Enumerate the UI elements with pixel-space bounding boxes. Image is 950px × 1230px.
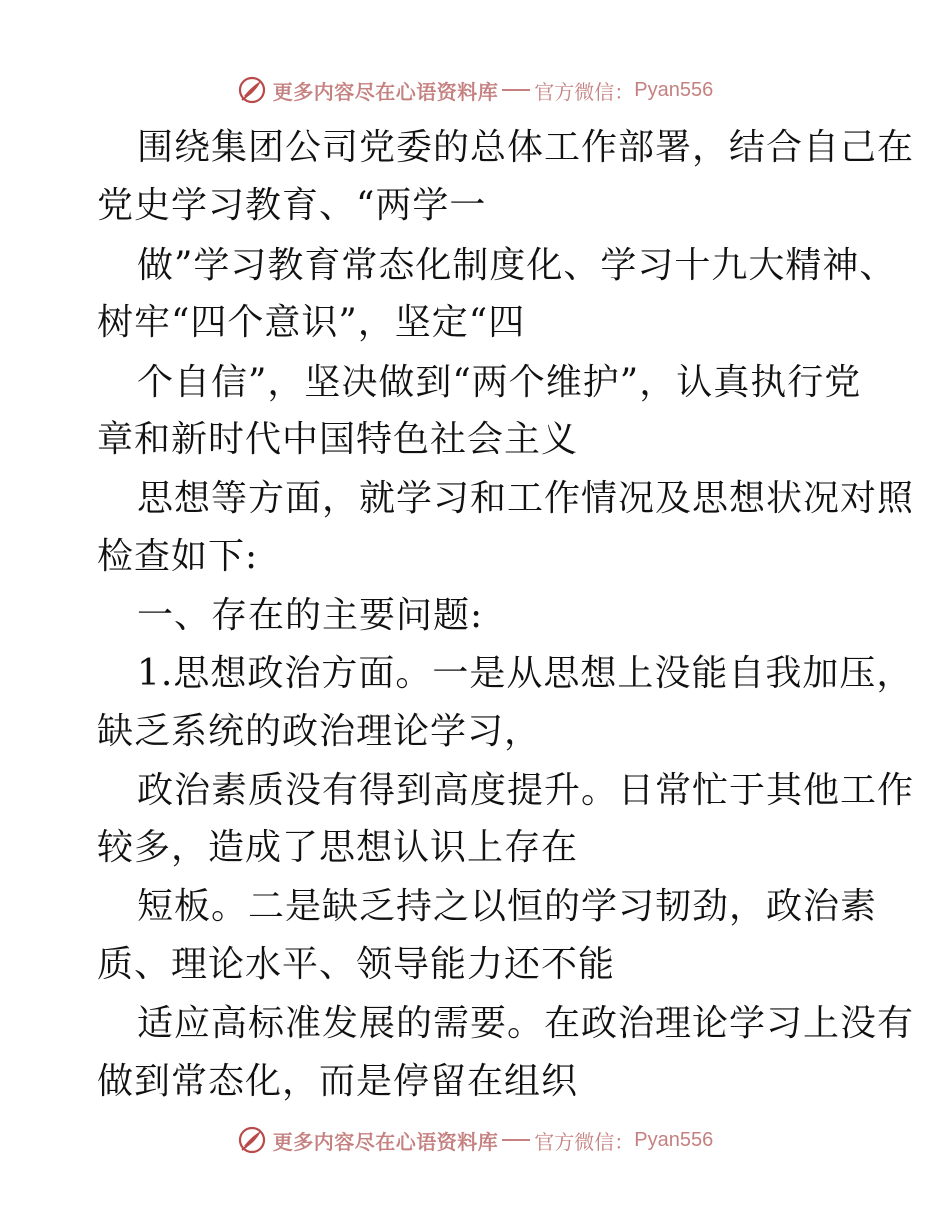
footer-banner — [0, 1122, 950, 1158]
footer-wechat-id: Pyan556 — [634, 1128, 714, 1151]
body-line-15: 质、理论水平、领导能力还不能 — [97, 944, 616, 985]
header-site-text: 更多内容尽在心语资料库 — [272, 79, 499, 104]
body-line-10: 1.思想政治方面。一是从思想上没能自我加压， — [137, 653, 914, 694]
body-line-16: 适应高标准发展的需要。在政治理论学习上没有 — [137, 1003, 915, 1044]
body-line-2: 党史学习教育、“两学一 — [97, 185, 487, 226]
footer-official-label: 官方微信： — [534, 1129, 635, 1154]
footer-site-text: 更多内容尽在心语资料库 — [272, 1129, 499, 1154]
body-line-6: 章和新时代中国特色社会主义 — [97, 419, 579, 460]
body-line-1: 围绕集团公司党委的总体工作部署，结合自己在 — [137, 127, 915, 168]
body-line-17: 做到常态化，而是停留在组织 — [97, 1061, 579, 1102]
header-dash — [502, 89, 530, 91]
body-line-13: 较多，造成了思想认识上存在 — [97, 827, 579, 868]
body-line-8: 检查如下: — [97, 536, 259, 577]
quill-pen-logo-icon — [237, 75, 267, 105]
header-wechat-id: Pyan556 — [634, 78, 714, 101]
body-line-14: 短板。二是缺乏持之以恒的学习韧劲，政治素 — [137, 886, 878, 927]
body-line-3: 做”学习教育常态化制度化、学习十九大精神、 — [137, 245, 897, 286]
footer-dash — [502, 1139, 530, 1141]
header-banner — [0, 72, 950, 108]
body-line-12: 政治素质没有得到高度提升。日常忙于其他工作 — [137, 770, 915, 811]
header-official-label: 官方微信： — [534, 79, 635, 104]
body-line-5: 个自信”，坚决做到“两个维护”，认真执行党 — [137, 362, 862, 403]
body-line-7: 思想等方面，就学习和工作情况及思想状况对照 — [137, 478, 915, 519]
body-line-11: 缺乏系统的政治理论学习， — [97, 711, 542, 752]
section-heading-problems: 一、存在的主要问题: — [137, 595, 484, 636]
body-line-4: 树牢“四个意识”，坚定“四 — [97, 302, 526, 343]
quill-pen-logo-icon — [237, 1125, 267, 1155]
